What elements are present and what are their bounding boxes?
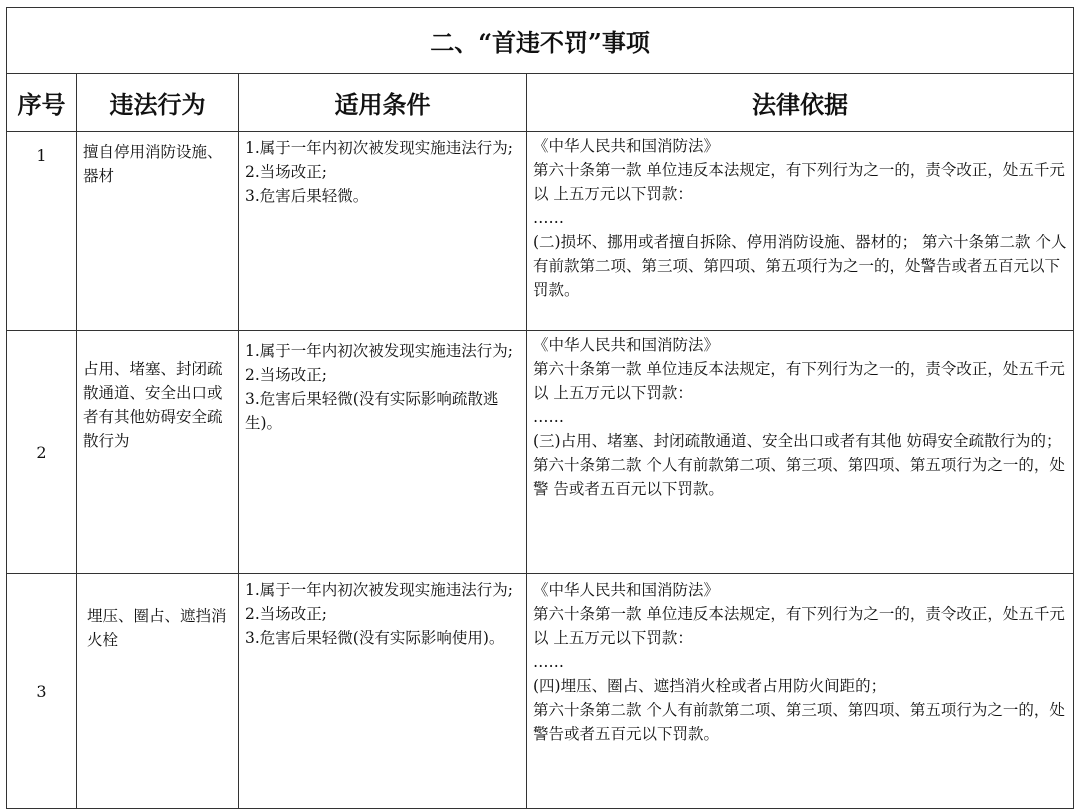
condition-line: 2.当场改正; [245,366,328,384]
legal-line: …… [533,209,564,227]
header-legal-basis: 法律依据 [527,74,1074,132]
legal-line: 《中华人民共和国消防法》 [533,336,720,354]
condition-line: 2.当场改正; [245,163,328,181]
table-row [7,132,1074,331]
legal-line: 第六十条第一款 单位违反本法规定，有下列行为之一的，责令改正，处五千元以 上五万元以下罚款： [533,360,1065,402]
legal-basis-cell [527,132,1074,331]
legal-line: 第六十条第一款 单位违反本法规定，有下列行为之一的，责令改正，处五千元以 上五万元以下罚款： [533,161,1065,203]
condition-line: 3.危害后果轻微(没有实际影响疏散逃生)。 [245,390,499,432]
header-row [7,74,1074,132]
legal-line: 《中华人民共和国消防法》 [533,581,720,599]
behavior-cell: 擅自停用消防设施、器材 [77,132,239,331]
legal-line: (三)占用、堵塞、封闭疏散通道、安全出口或者有其他 妨碍安全疏散行为的； [533,432,1062,450]
row-index-cell [7,132,77,331]
penalty-exemption-table [6,7,1074,809]
legal-line: 第六十条第二款 个人有前款第二项、第三项、第四项、第五项行为之一的，处警 告或者五百元以下罚款。 [533,456,1065,498]
legal-line: …… [533,653,564,671]
behavior-cell: 埋压、圈占、遮挡消火栓 [77,574,239,809]
row-index: 1 [36,146,47,165]
legal-line: 第六十条第一款 单位违反本法规定，有下列行为之一的，责令改正，处五千元以 上五万元以下罚款： [533,605,1065,647]
conditions-cell [239,331,527,574]
row-index-cell [7,331,77,574]
legal-line: …… [533,408,564,426]
condition-line: 1.属于一年内初次被发现实施违法行为; [245,342,514,360]
conditions-cell [239,132,527,331]
header-behavior: 违法行为 [77,74,239,132]
row-index: 2 [36,442,47,462]
table-row [7,574,1074,809]
legal-line: 《中华人民共和国消防法》 [533,137,720,155]
legal-basis-cell [527,574,1074,809]
legal-line: 第六十条第二款 个人有前款第二项、第三项、第四项、第五项行为之一的，处警告或者五百元以下罚款。 [533,701,1065,743]
table-title: 二、“首违不罚”事项 [7,8,1074,74]
condition-line: 1.属于一年内初次被发现实施违法行为; [245,581,514,599]
condition-line: 3.危害后果轻微(没有实际影响使用)。 [245,629,505,647]
header-conditions: 适用条件 [239,74,527,132]
legal-line: (四)埋压、圈占、遮挡消火栓或者占用防火间距的； [533,677,887,695]
legal-basis-cell [527,331,1074,574]
row-index: 3 [36,681,47,701]
row-index-cell [7,574,77,809]
header-index: 序号 [7,74,77,132]
condition-line: 3.危害后果轻微。 [245,187,369,205]
table-row [7,331,1074,574]
condition-line: 1.属于一年内初次被发现实施违法行为; [245,139,514,157]
conditions-cell [239,574,527,809]
legal-line: (二)损坏、挪用或者擅自拆除、停用消防设施、器材的； 第六十条第二款 个人有前款第二项、第三项、第四项、第五项行为之一的，处警告或者五百元以下罚款。 [533,233,1067,299]
behavior-cell: 占用、堵塞、封闭疏散通道、安全出口或者有其他妨碍安全疏散行为 [77,331,239,574]
condition-line: 2.当场改正; [245,605,328,623]
